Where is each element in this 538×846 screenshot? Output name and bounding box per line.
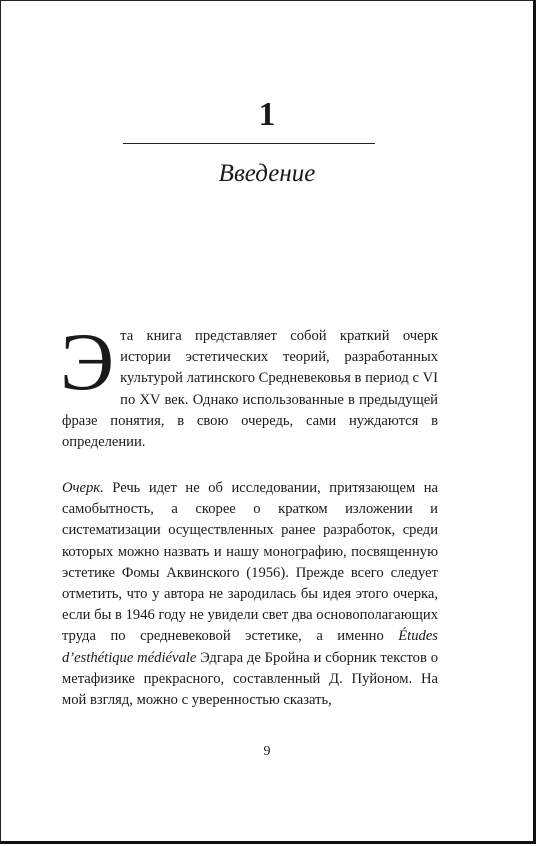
- chapter-number: 1: [258, 96, 276, 133]
- body-text-part-a: Речь идет не об исследовании, притязающем на самобытность, а скорее о кратком изложении и систематизации осуществленных ранее разработок, среди которых можно назвать и нашу монографию, посвященную эстетике Фомы Аквинского (1956). Прежде всего следует отметить, что у автора не зародилась бы идея этого очерка, если бы в 1946 году не увидели свет два основополагающих труда по средневековой эстетике, а именно: [62, 480, 438, 645]
- paragraph-lead-term: Очерк.: [62, 480, 104, 496]
- body-paragraph: [62, 478, 438, 711]
- intro-paragraph: [60, 316, 438, 453]
- intro-paragraph-text: та книга представляет собой краткий очерк истории эстетических теорий, разработанных культурой латинского Средневековья в период с VI по XV век. Однако использованные в предыдущей фразе понятия, в свою очередь, сами нуждаются в определении.: [62, 328, 438, 451]
- chapter-title: Введение: [218, 160, 316, 187]
- page-number: 9: [263, 744, 271, 759]
- chapter-divider: [123, 143, 375, 144]
- body-text-part-b: Эдгара де Бройна и сборник текстов о метафизике прекрасного, составленный Д. Пуйоном. На мой взгляд, можно с уверенностью сказать,: [62, 649, 438, 709]
- drop-cap: Э: [60, 316, 115, 407]
- book-title-italic: Études d’esthétique médiévale: [62, 628, 438, 666]
